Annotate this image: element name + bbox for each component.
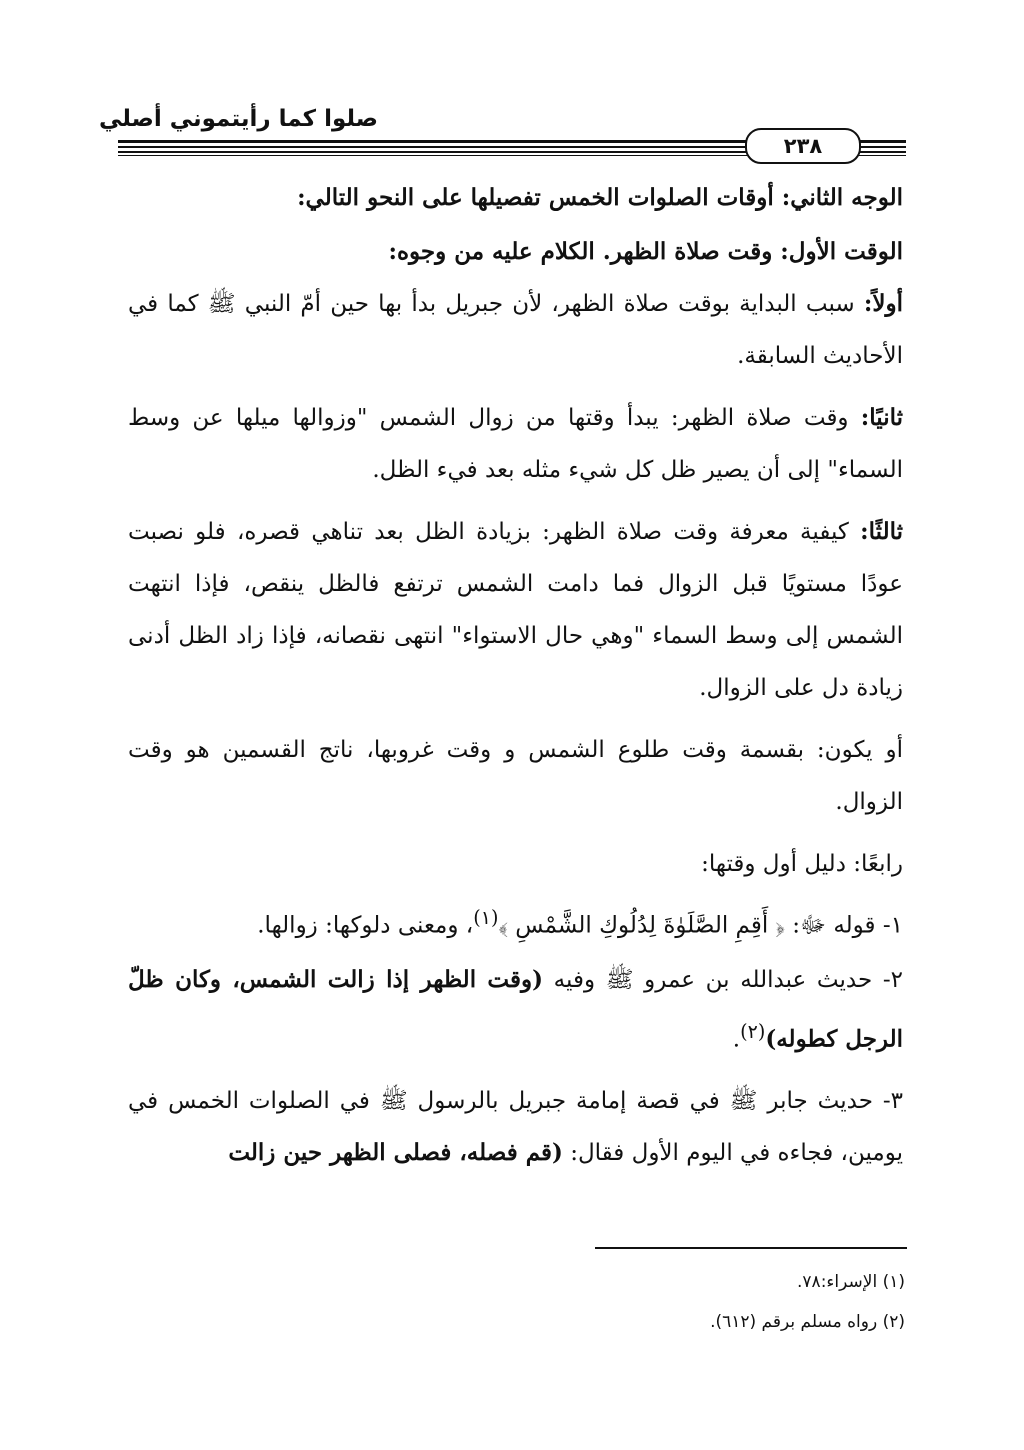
paragraph-text: وقت صلاة الظهر: يبدأ وقتها من زوال الشمس "وزوالها ميلها عن وسط السماء" إلى أن يصير ظل كل شيء مثله بعد فيء الظل. [128, 405, 903, 483]
footnote-ref: (٢) [740, 1019, 766, 1043]
evidence-item-3 [128, 1075, 903, 1179]
body-text [128, 172, 903, 1179]
footnote-2: (٢) رواه مسلم برقم (٦١٢). [710, 1312, 905, 1332]
section-heading: الوجه الثاني: أوقات الصلوات الخمس تفصيلها على النحو التالي: [297, 184, 903, 211]
evidence-hadith: (قم فصله، فصلى الظهر حين زالت [228, 1139, 563, 1167]
running-title: صلوا كما رأيتموني أصلي [98, 106, 378, 132]
footnote-separator [595, 1247, 907, 1249]
paragraph-second [128, 392, 903, 496]
paragraph-text: كيفية معرفة وقت صلاة الظهر: بزيادة الظل بعد تناهي قصره، فلو نصبت عودًا مستويًا قبل الزوال فما دامت الشمس ترتفع فالظل ينقص، فإذا انتهت الشمس إلى وسط السماء "وهي حال الاستواء" انتهى نقصانه، فإذا زاد الظل أدنى زيادة دل على الزوال. [128, 519, 903, 701]
page-number: ٢٣٨ [745, 128, 861, 164]
evidence-item-1 [128, 892, 903, 952]
evidence-end: . [732, 1026, 741, 1053]
evidence-item-2 [128, 954, 903, 1066]
paragraph-first [128, 278, 903, 382]
subsection-heading: الوقت الأول: وقت صلاة الظهر. الكلام عليه من وجوه: [388, 238, 903, 265]
evidence-hadith: (وقت الظهر إذا زالت الشمس، وكان ظلّ الرجل كطوله) [128, 965, 903, 1053]
paragraph-lead: ثالثًا: [860, 518, 903, 545]
paragraph-lead: أولاً: [863, 290, 903, 317]
footnotes [400, 1262, 905, 1342]
footnote-1: (١) الإسراء:٧٨. [797, 1272, 905, 1292]
paragraph-lead: ثانيًا: [860, 404, 903, 431]
footnote-ref: (١) [473, 906, 499, 929]
paragraph-text: سبب البداية بوقت صلاة الظهر، لأن جبريل بدأ بها حين أمّ النبي ﷺ كما في الأحاديث السابقة. [128, 291, 903, 369]
evidence-quote: ١- قوله ﷻ: ﴿ أَقِمِ الصَّلَوٰةَ لِدُلُوكِ الشَّمْسِ ﴾ [498, 912, 903, 939]
evidence-text: ، ومعنى دلوكها: زوالها. [257, 912, 474, 939]
paragraph-fourth: رابعًا: دليل أول وقتها: [701, 851, 903, 877]
evidence-text: ٢- حديث عبدالله بن عمرو ﷺ وفيه [543, 966, 903, 993]
paragraph-alternative: أو يكون: بقسمة وقت طلوع الشمس و وقت غروبها، ناتج القسمين هو وقت الزوال. [128, 737, 903, 815]
paragraph-third [128, 506, 903, 714]
evidence-text: ٣- حديث جابر ﷺ في قصة إمامة جبريل بالرسول ﷺ في الصلوات الخمس في يومين، فجاءه في اليوم الأول فقال: [128, 1088, 903, 1167]
